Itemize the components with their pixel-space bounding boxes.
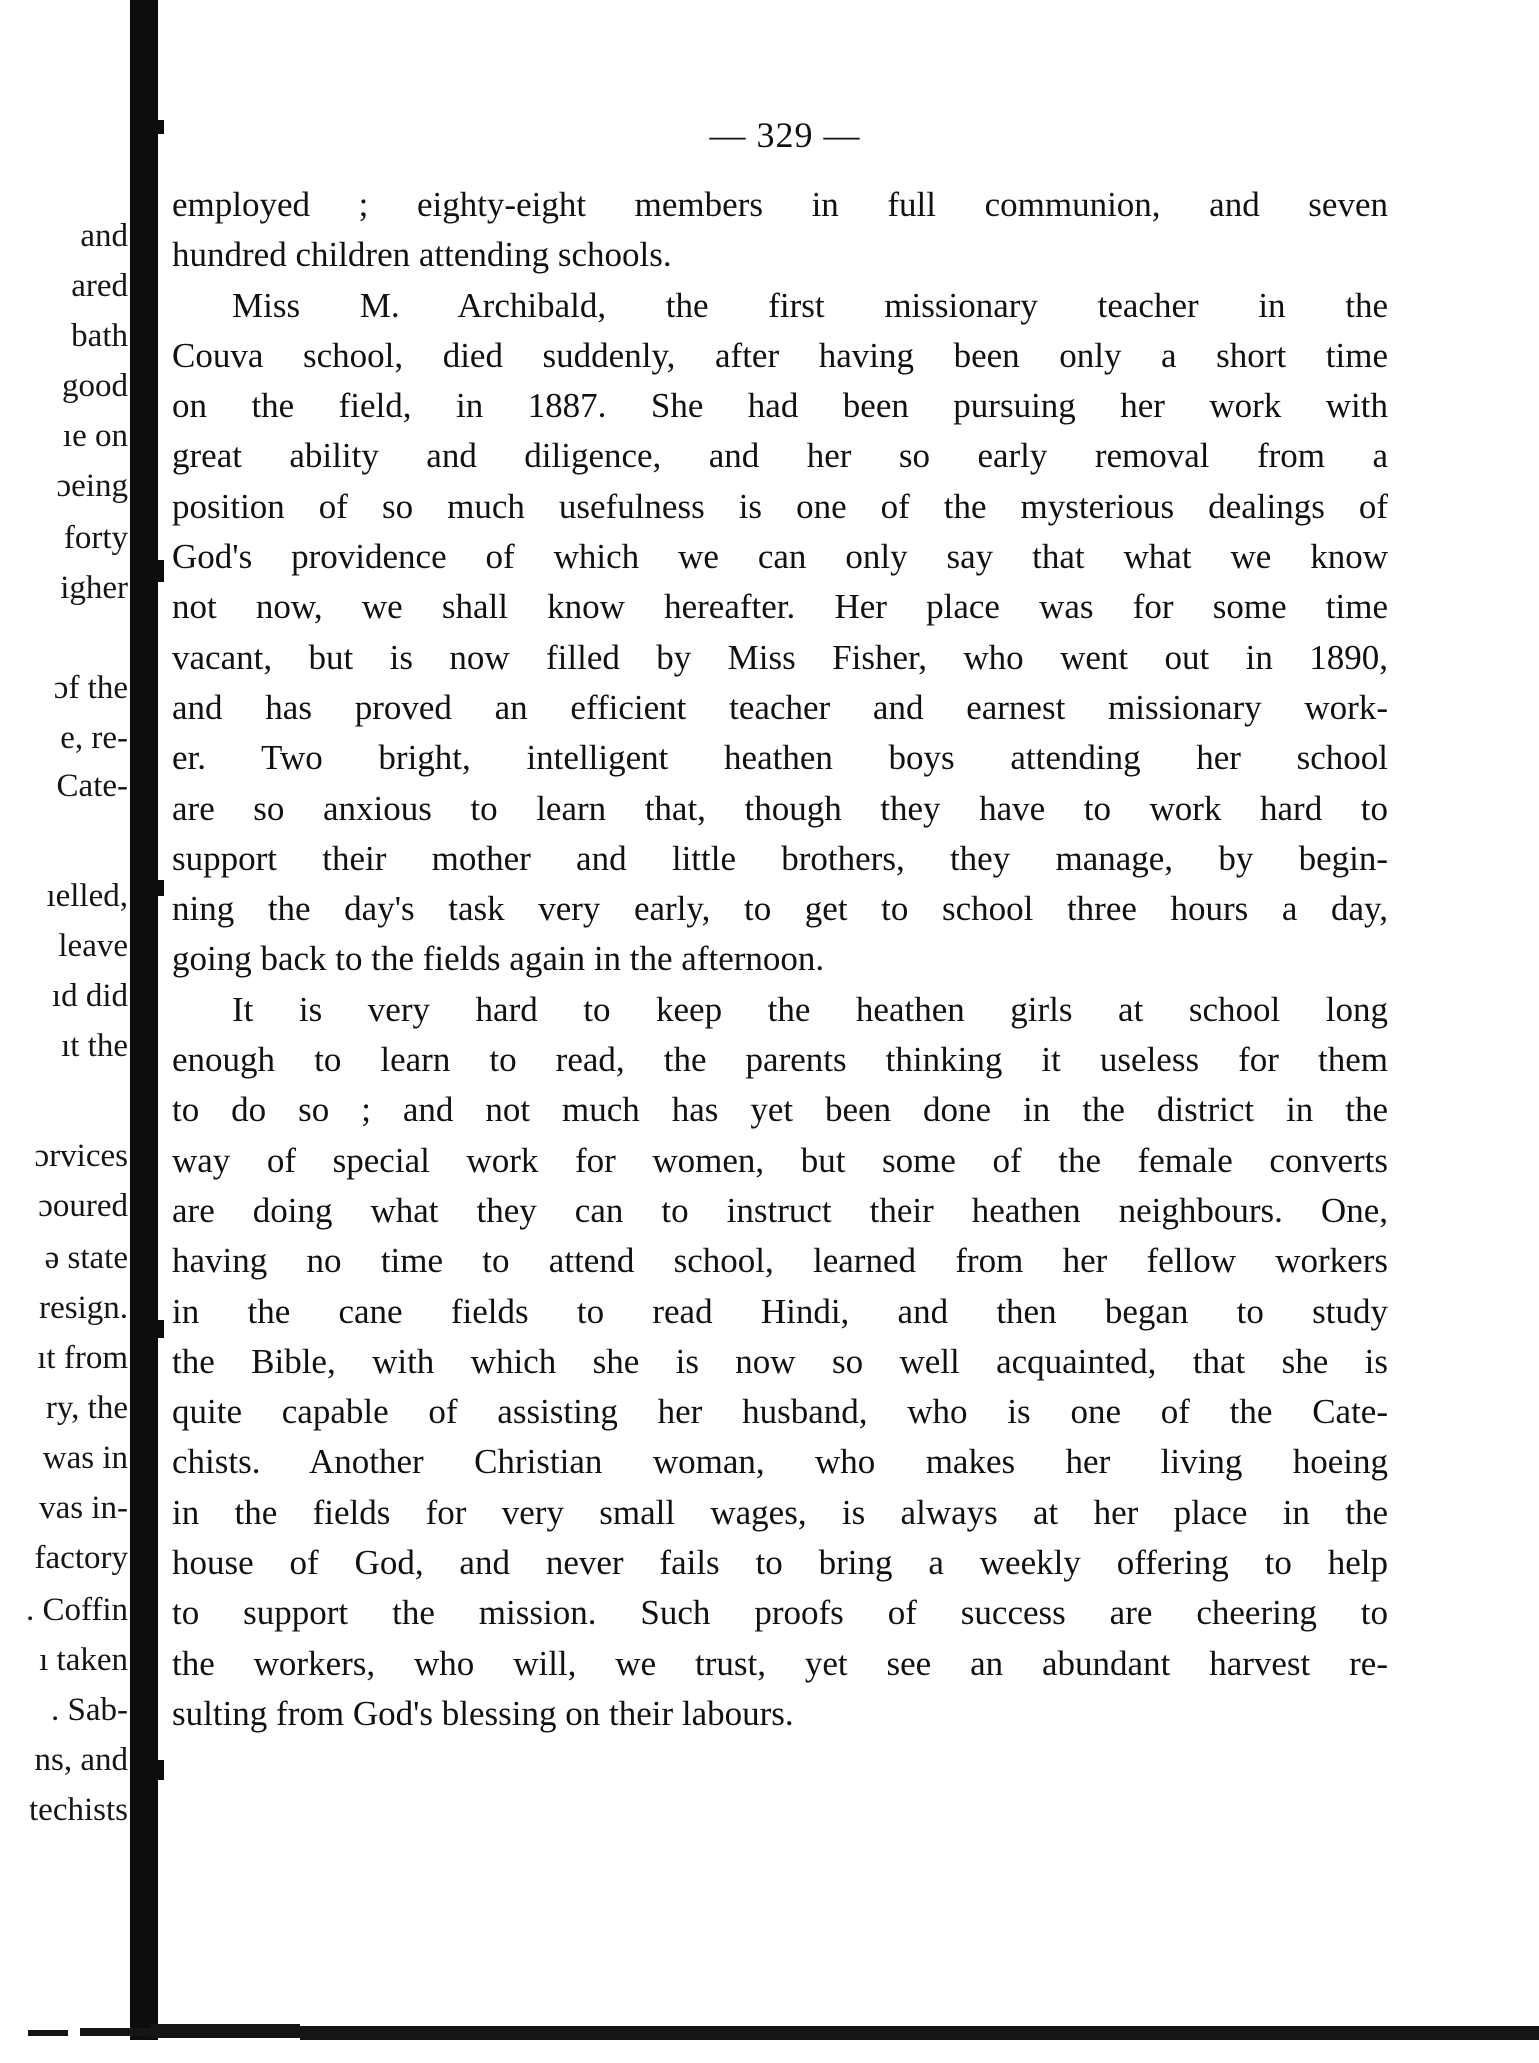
text-line: going back to the fields again in the afternoon. (172, 939, 825, 979)
binding-gutter (130, 0, 158, 2040)
margin-fragment: resign. (39, 1290, 128, 1326)
text-line: sulting from God's blessing on their labours. (172, 1693, 794, 1733)
gutter-speck (154, 1760, 164, 1780)
text-line: God's providence of which we can only say that what we know (172, 537, 1388, 577)
gutter-speck (154, 560, 164, 582)
margin-fragment: ns, and (34, 1742, 128, 1778)
text-line: not now, we shall know hereafter. Her place was for some time (172, 587, 1388, 627)
text-line: house of God, and never fails to bring a weekly offering to help (172, 1543, 1388, 1583)
text-line: having no time to attend school, learned from her fellow workers (172, 1241, 1388, 1281)
text-line: Miss M. Archibald, the first missionary teacher in the (232, 285, 1388, 325)
text-line: in the fields for very small wages, is always at her place in the (172, 1492, 1388, 1532)
text-line: are so anxious to learn that, though they have to work hard to (172, 788, 1388, 828)
text-line: It is very hard to keep the heathen girls at school long (232, 989, 1388, 1029)
margin-fragment: ɔoured (38, 1188, 128, 1224)
text-line: to do so ; and not much has yet been done in the district in the (172, 1090, 1388, 1130)
margin-fragment: . Coffin (25, 1592, 128, 1628)
text-line: great ability and diligence, and her so early removal from a (172, 436, 1388, 476)
text-line: employed ; eighty-eight members in full communion, and seven (172, 185, 1388, 224)
gutter-speck (154, 880, 164, 896)
text-line: support their mother and little brothers, they manage, by begin- (172, 838, 1388, 878)
text-line: hundred children attending schools. (172, 235, 672, 275)
text-line: the Bible, with which she is now so well acquainted, that she is (172, 1341, 1388, 1381)
margin-fragment: vas in- (39, 1490, 128, 1526)
margin-fragment: . Sab- (51, 1692, 128, 1728)
edge-segment (80, 2028, 150, 2036)
margin-fragment: ıe on (62, 418, 128, 454)
text-line: on the field, in 1887. She had been pursuing her work with (172, 386, 1388, 426)
text-line: quite capable of assisting her husband, who is one of the Cate- (172, 1392, 1388, 1432)
text-line: and has proved an efficient teacher and earnest missionary work- (172, 687, 1388, 727)
margin-fragment: ıd did (51, 978, 128, 1014)
body-text (172, 180, 1388, 1739)
text-line: er. Two bright, intelligent heathen boys attending her school (172, 738, 1388, 778)
scan-bottom-edge (0, 2022, 1539, 2046)
margin-fragment: ɔf the (53, 670, 128, 706)
margin-fragment: ıelled, (46, 878, 128, 914)
text-line: enough to learn to read, the parents thinking it useless for them (172, 1040, 1388, 1080)
edge-segment (28, 2030, 68, 2036)
margin-fragment: ə state (44, 1240, 128, 1276)
margin-fragment: good (62, 368, 128, 404)
text-line: ning the day's task very early, to get to school three hours a day, (172, 889, 1388, 929)
margin-fragment: igher (60, 570, 128, 606)
text-line: vacant, but is now filled by Miss Fisher, who went out in 1890, (172, 637, 1388, 677)
edge-segment (300, 2026, 1539, 2040)
text-line: position of so much usefulness is one of the mysterious dealings of (172, 486, 1388, 526)
margin-fragment: forty (63, 520, 128, 556)
text-line: way of special work for women, but some of the female converts (172, 1140, 1388, 1180)
margin-fragment: leave (58, 928, 128, 964)
text-line: in the cane fields to read Hindi, and then began to study (172, 1291, 1388, 1331)
edge-segment (150, 2024, 300, 2038)
margin-fragment: ry, the (45, 1390, 128, 1426)
margin-fragment: and (80, 218, 128, 254)
margin-fragment: ıt from (37, 1340, 128, 1376)
margin-fragment: ɔrvices (34, 1138, 128, 1174)
margin-fragment: techists (29, 1792, 128, 1828)
margin-fragment: ared (71, 268, 128, 304)
text-line: to support the mission. Such proofs of success are cheering to (172, 1593, 1388, 1633)
margin-fragment: e, re- (60, 720, 128, 756)
text-line: the workers, who will, we trust, yet see an abundant harvest re- (172, 1643, 1388, 1683)
margin-fragment: ı taken (39, 1642, 128, 1678)
text-line: are doing what they can to instruct their heathen neighbours. One, (172, 1190, 1388, 1230)
margin-fragment: Cate- (56, 768, 128, 804)
margin-fragment: was in (42, 1440, 128, 1476)
gutter-speck (154, 1320, 164, 1338)
gutter-speck (154, 120, 164, 134)
margin-fragment: ıt the (61, 1028, 128, 1064)
margin-fragment: bath (71, 318, 128, 354)
margin-fragment: factory (34, 1540, 128, 1576)
text-line: chists. Another Christian woman, who makes her living hoeing (172, 1442, 1388, 1482)
margin-fragment: ɔeing (56, 468, 128, 504)
page-number: — 329 — (709, 115, 861, 155)
text-line: Couva school, died suddenly, after having been only a short time (172, 335, 1388, 375)
